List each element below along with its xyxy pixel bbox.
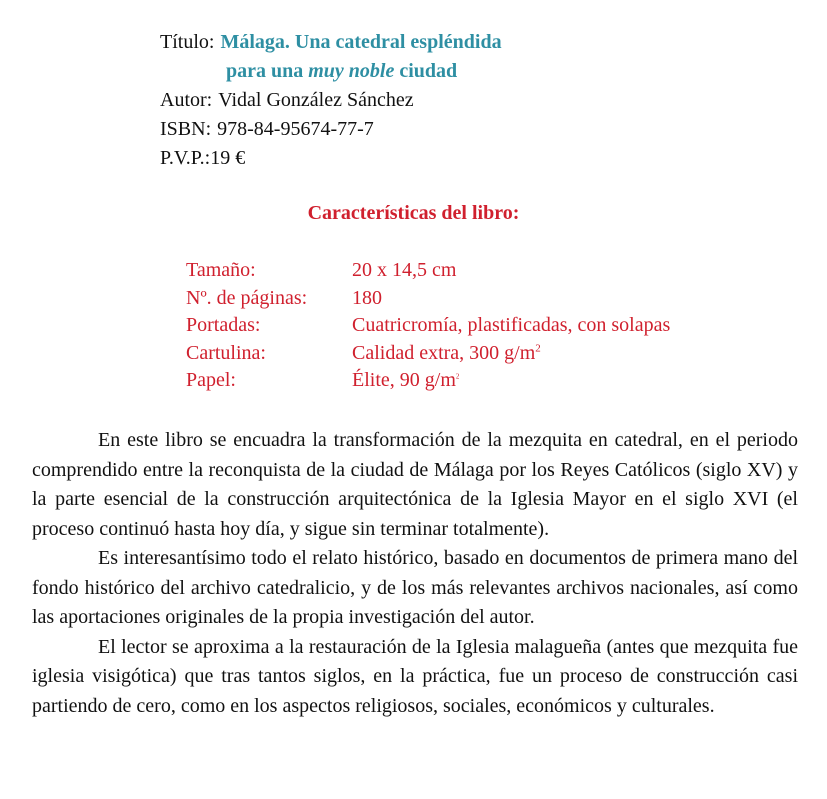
superscript: 2 <box>455 372 460 381</box>
feature-value <box>352 367 459 395</box>
feature-value <box>352 340 541 368</box>
title-row <box>160 28 502 57</box>
isbn-label: ISBN: <box>160 118 212 140</box>
title-row-2 <box>160 57 502 86</box>
paragraph: El lector se aproxima a la restauración de la Iglesia malagueña (antes que mezquita fue iglesia visigótica) que tras tantos siglos, en la práctica, fue un proceso de construcción casi partiendo de cero, como en los aspectos religiosos, sociales, económicos y culturales. <box>32 635 798 717</box>
author-label: Autor: <box>160 89 213 111</box>
feature-row <box>186 367 670 395</box>
isbn-value: 978-84-95674-77-7 <box>217 118 374 140</box>
title-line2-emphasis: muy noble <box>308 60 395 82</box>
isbn-row <box>160 115 502 144</box>
book-title-line2 <box>226 57 457 86</box>
price-label: P.V.P.: <box>160 147 211 169</box>
feature-row <box>186 340 670 368</box>
feature-key: Portadas: <box>186 314 261 336</box>
feature-value-text: Élite, 90 g/m <box>352 369 456 391</box>
feature-value: 180 <box>352 286 382 309</box>
feature-key: Nº. de páginas: <box>186 286 308 309</box>
feature-key: Tamaño: <box>186 259 256 281</box>
feature-row <box>186 257 670 285</box>
feature-row <box>186 285 670 313</box>
book-title-line1: Málaga. Una catedral espléndida <box>220 31 502 53</box>
book-metadata <box>160 28 502 173</box>
feature-value-text: Calidad extra, 300 g/m <box>352 341 536 364</box>
author-value: Vidal González Sánchez <box>218 89 414 111</box>
description <box>32 426 798 721</box>
feature-row <box>186 312 670 340</box>
superscript: 2 <box>535 341 541 354</box>
feature-key: Cartulina: <box>186 341 266 364</box>
author-row <box>160 86 502 115</box>
title-line2-post: ciudad <box>394 60 458 82</box>
title-line2-pre: para una <box>226 60 309 82</box>
price-row <box>160 144 502 173</box>
title-label: Título: <box>160 31 215 53</box>
price-value: 19 € <box>210 147 246 169</box>
feature-value: 20 x 14,5 cm <box>352 259 457 281</box>
features-list <box>186 257 670 395</box>
feature-key: Papel: <box>186 369 236 391</box>
features-heading: Características del libro: <box>307 202 520 224</box>
paragraph: Es interesantísimo todo el relato histórico, basado en documentos de primera mano del fondo histórico del archivo catedralicio, y de los más relevantes archivos nacionales, así como las aportaciones originales de la propia investigación del autor. <box>32 547 798 628</box>
feature-value: Cuatricromía, plastificadas, con solapas <box>352 314 671 336</box>
paragraph: En este libro se encuadra la transformación de la mezquita en catedral, en el periodo comprendido entre la reconquista de la ciudad de Málaga por los Reyes Católicos (siglo XV) y la parte esencial de la construcción arquitectónica de la Iglesia Mayor en el siglo XVI (el proceso continuó hasta hoy día, y sigue sin terminar totalmente). <box>32 429 798 540</box>
